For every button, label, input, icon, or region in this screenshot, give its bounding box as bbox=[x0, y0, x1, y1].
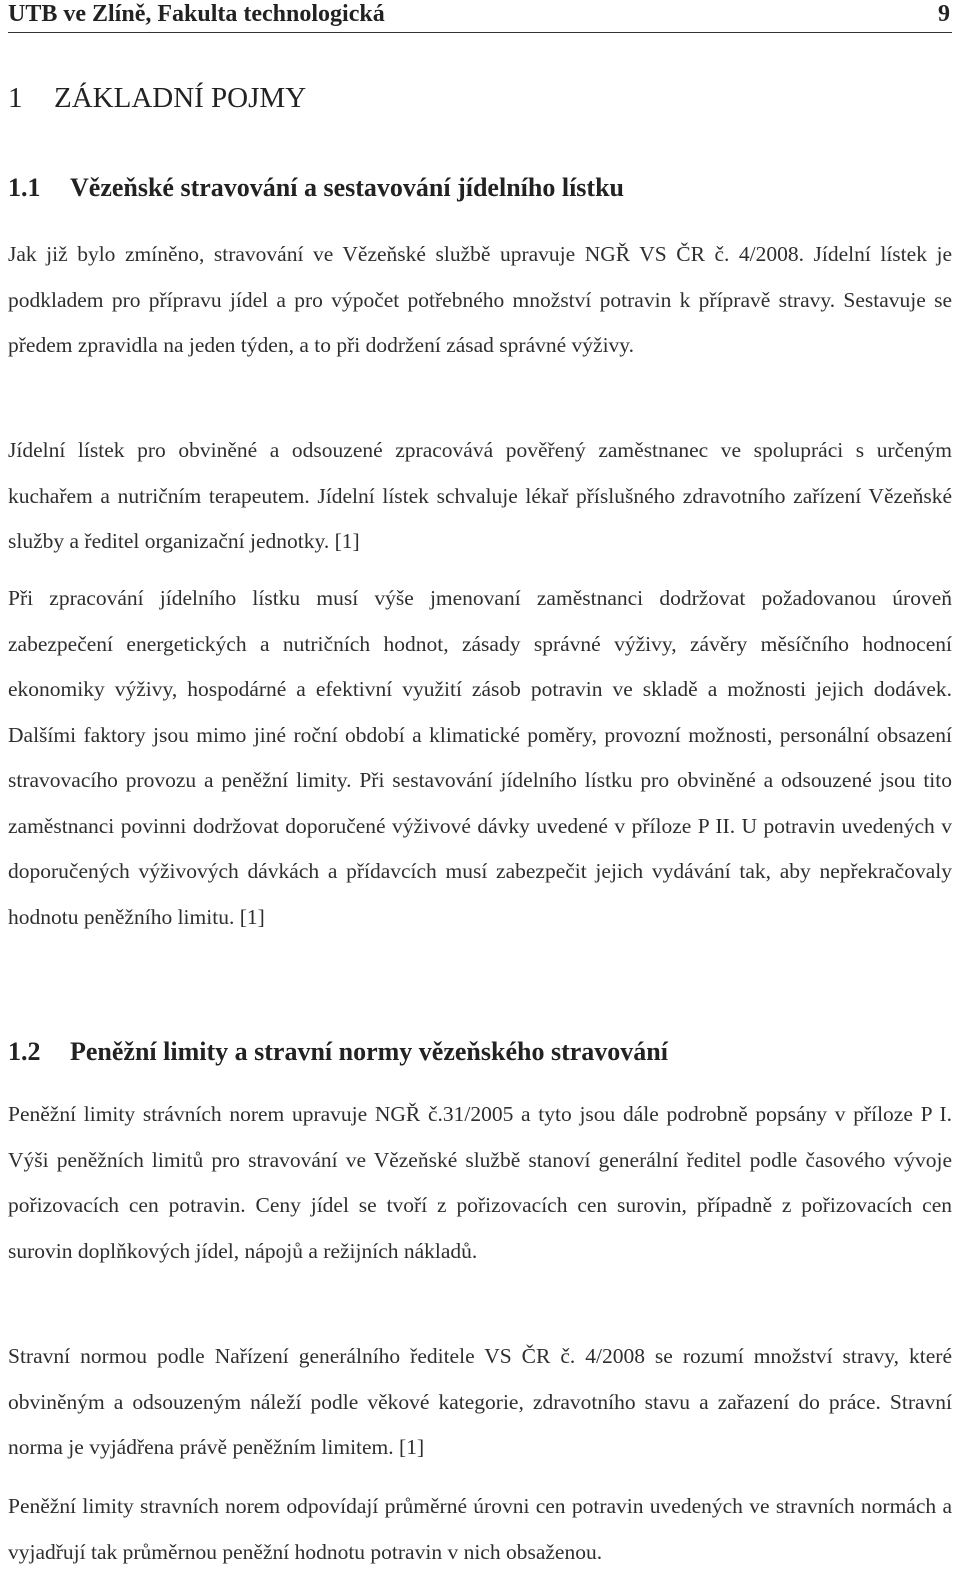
paragraph: Stravní normou podle Nařízení generálního ředitele VS ČR č. 4/2008 se rozumí množství stravy, které obviněným a odsouzeným náleží podle věkové kategorie, zdravotního stavu a zařazení do práce. Stravní norma je vyjádřena právě peněžním limitem. [1] bbox=[8, 1344, 952, 1459]
section-title: Peněžní limity a stravní normy vězeňského stravování bbox=[70, 1037, 668, 1066]
page-number: 9 bbox=[938, 1, 950, 27]
paragraph: Při zpracování jídelního lístku musí výše jmenovaní zaměstnanci dodržovat požadovanou úroveň zabezpečení energetických a nutričních hodnot, zásady správné výživy, závěry měsíčního hodnocení ekonomiky výživy, hospodárné a efektivní využití zásob potravin ve skladě a možnosti jejich dodávek. Dalšími faktory jsou mimo jiné roční období a klimatické poměry, provozní možnosti, personální obsazení stravovacího provozu a peněžní limity. Při sestavování jídelního lístku pro obviněné a odsouzené jsou tito zaměstnanci povinni dodržovat doporučené výživové dávky uvedené v příloze P II. U potravin uvedených v doporučených výživových dávkách a přídavcích musí zabezpečit jejich vydávání tak, aby nepřekračovaly hodnotu peněžního limitu. [1] bbox=[8, 586, 952, 929]
chapter-heading bbox=[8, 80, 306, 116]
header-title: UTB ve Zlíně, Fakulta technologická bbox=[8, 1, 385, 27]
paragraph: Jak již bylo zmíněno, stravování ve Vězeňské službě upravuje NGŘ VS ČR č. 4/2008. Jídelní lístek je podkladem pro přípravu jídel a pro výpočet potřebného množství potravin k přípravě stravy. Sestavuje se předem zpravidla na jeden týden, a to při dodržení zásad správné výživy. bbox=[8, 242, 952, 357]
section-number: 1.2 bbox=[8, 1037, 41, 1066]
section-heading-1-1 bbox=[8, 172, 624, 204]
section-heading-1-2 bbox=[8, 1036, 668, 1068]
chapter-number: 1 bbox=[8, 82, 23, 114]
chapter-title: ZÁKLADNÍ POJMY bbox=[54, 82, 307, 114]
section-title: Vězeňské stravování a sestavování jídelního lístku bbox=[70, 173, 624, 202]
paragraph: Peněžní limity strávních norem upravuje NGŘ č.31/2005 a tyto jsou dále podrobně popsány v příloze P I. Výši peněžních limitů pro stravování ve Vězeňské službě stanoví generální ředitel podle časového vývoje pořizovacích cen potravin. Ceny jídel se tvoří z pořizovacích cen surovin, případně z pořizovacích cen surovin doplňkových jídel, nápojů a režijních nákladů. bbox=[8, 1102, 952, 1263]
paragraph: Jídelní lístek pro obviněné a odsouzené zpracovává pověřený zaměstnanec ve spolupráci s určeným kuchařem a nutričním terapeutem. Jídelní lístek schvaluje lékař příslušného zdravotního zařízení Vězeňské služby a ředitel organizační jednotky. [1] bbox=[8, 438, 952, 553]
running-header bbox=[8, 0, 952, 33]
section-number: 1.1 bbox=[8, 173, 41, 202]
paragraph: Peněžní limity stravních norem odpovídají průměrné úrovni cen potravin uvedených ve stravních normách a vyjadřují tak průměrnou peněžní hodnotu potravin v nich obsaženou. bbox=[8, 1494, 952, 1564]
